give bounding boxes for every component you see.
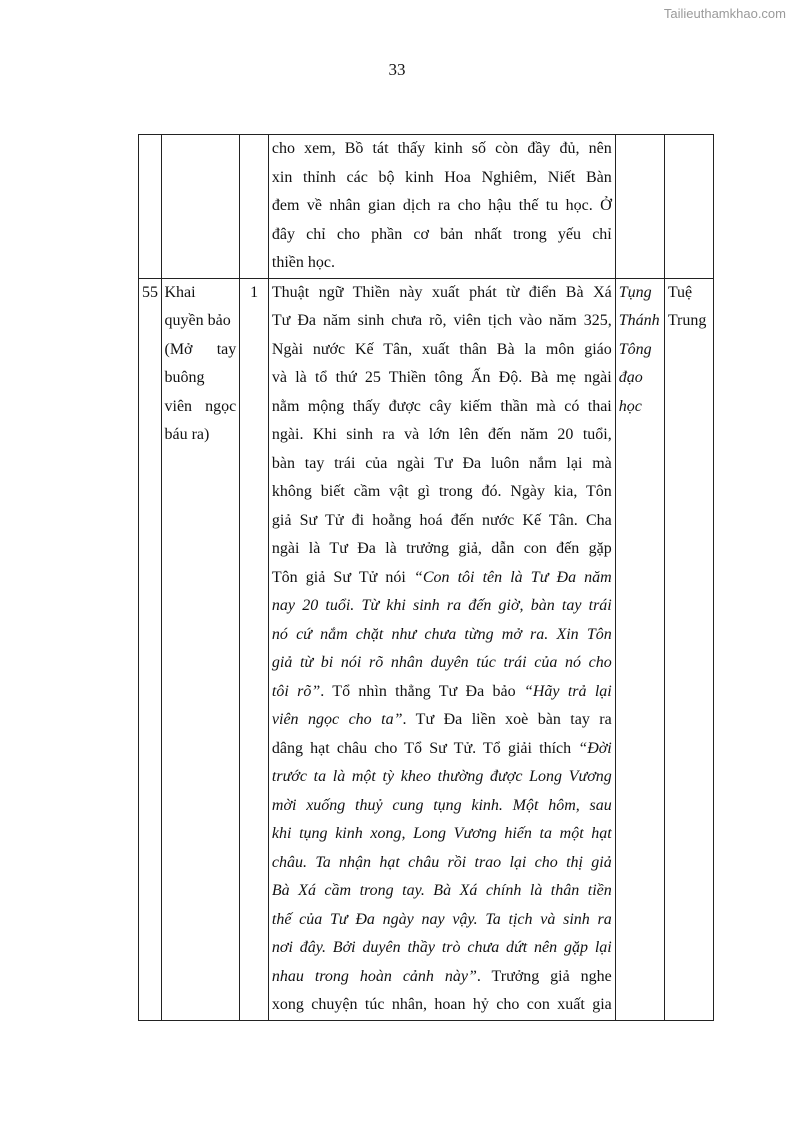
description-line: viên ngọc cho ta”. Tư Đa liền xoè bàn tay ra [271, 711, 612, 728]
description-line: bàn tay trái của ngài Tư Đa luôn nắm lại mà [271, 454, 612, 472]
description-line: nơi đây. Bởi duyên thầy trò chưa dứt nên gặp lại [271, 939, 612, 956]
description-line: cho xem, Bồ tát thấy kinh số còn đầy đủ, nên [271, 140, 612, 157]
description-line: dâng hạt châu cho Tổ Sư Tử. Tổ giải thích “Đời [271, 739, 612, 757]
description-line: giả Sư Tử đi hoằng hoá đến nước Kế Tân. Cha [271, 511, 612, 529]
author-cell [664, 278, 713, 1020]
glossary-table [138, 134, 714, 1021]
source-line: đạo [618, 369, 643, 386]
description-cell [268, 278, 615, 1020]
source-cell [615, 135, 664, 279]
description-line: nhau trong hoàn cảnh này”. Trưởng giả nghe [271, 967, 612, 985]
description-line: khi tụng kinh xong, Long Vương hiến ta một hạt [271, 825, 612, 842]
description-line: ngài là Tư Đa là trưởng giả, dẫn con đến gặp [271, 540, 612, 557]
watermark: Tailieuthamkhao.com [663, 6, 786, 21]
count-cell: 1 [240, 278, 269, 1020]
description-line: nó cứ nắm chặt như chưa từng mở ra. Xin Tôn [271, 625, 612, 643]
term-cell [161, 135, 240, 279]
author-line: Trung [667, 312, 707, 329]
description-line: nay 20 tuổi. Từ khi sinh ra đến giờ, bàn tay trái [271, 597, 612, 614]
term-line: quyền bảo [164, 312, 231, 329]
source-line: học [618, 397, 642, 415]
description-line: tôi rõ”. Tổ nhìn thẳng Tư Đa bảo “Hãy trả lại [271, 682, 612, 700]
count-cell [240, 135, 269, 279]
term-line: Khai [164, 283, 196, 301]
description-line: Tôn giả Sư Tử nói “Con tôi tên là Tư Đa năm [271, 568, 612, 586]
term-line: báu ra) [164, 426, 210, 443]
term-line: (Mở tay [164, 340, 237, 358]
author-cell [664, 135, 713, 279]
description-line: Tư Đa năm sinh chưa rõ, viên tịch vào năm 325, [271, 312, 612, 329]
description-line: xong chuyện túc nhân, hoan hỷ cho con xuất gia [271, 996, 612, 1013]
row-number-cell [139, 135, 162, 279]
description-line: và là tổ thứ 25 Thiền tông Ấn Độ. Bà mẹ ngài [271, 369, 612, 386]
author-line: Tuệ [667, 283, 693, 301]
table-row [139, 135, 714, 279]
description-line: giả từ bi nói rõ nhân duyên túc trái của nó cho [271, 654, 612, 671]
source-line: Tụng [618, 283, 652, 301]
description-line: mời xuống thuỷ cung tụng kinh. Một hôm, sau [271, 796, 612, 814]
description-line: Ngài nước Kế Tân, xuất thân Bà la môn giáo [271, 340, 612, 358]
description-line: Bà Xá cầm trong tay. Bà Xá chính là thân tiền [271, 882, 612, 899]
description-line: thiền học. [271, 254, 335, 271]
description-line: xin thỉnh các bộ kinh Hoa Nghiêm, Niết Bàn [271, 168, 612, 186]
description-line: nằm mộng thấy được cây kiếm thần mà có thai [271, 397, 612, 415]
description-line: thế của Tư Đa ngày nay vậy. Ta tịch và sinh ra [271, 910, 612, 928]
table-row [139, 278, 714, 1020]
description-line: ngài. Khi sinh ra và lớn lên đến năm 20 tuổi, [271, 426, 612, 443]
term-line: buông [164, 369, 205, 386]
description-line: đem về nhân gian dịch ra cho hậu thế tu học. Ở [271, 197, 612, 214]
description-line: đây chỉ cho phần cơ bản nhất trong yếu chỉ [271, 225, 612, 243]
term-cell [161, 278, 240, 1020]
description-line: không biết cầm vật gì trong đó. Ngày kia, Tôn [271, 483, 612, 500]
source-cell [615, 278, 664, 1020]
page-number: 33 [388, 60, 406, 79]
description-cell [268, 135, 615, 279]
description-line: Thuật ngữ Thiền này xuất phát từ điển Bà Xá [271, 283, 612, 301]
term-line: viên ngọc [164, 397, 237, 415]
description-line: châu. Ta nhận hạt châu rồi trao lại cho thị giả [271, 853, 612, 871]
row-number-cell: 55 [139, 278, 162, 1020]
description-line: trước ta là một tỳ kheo thường được Long Vương [271, 768, 612, 785]
source-line: Tông [618, 340, 652, 358]
source-line: Thánh [618, 312, 660, 329]
